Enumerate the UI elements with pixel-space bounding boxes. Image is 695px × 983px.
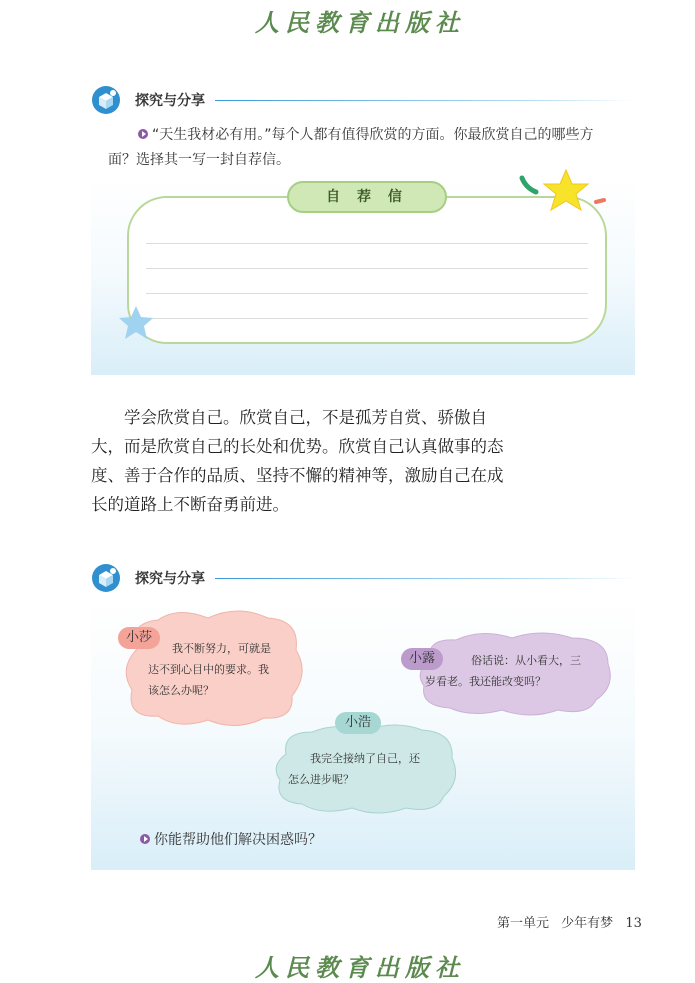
page-footer (497, 912, 642, 931)
writing-line (146, 293, 588, 294)
writing-line (146, 268, 588, 269)
writing-line (146, 318, 588, 319)
page-number: 13 (625, 916, 642, 931)
publisher-header: 人民教育出版社 (255, 8, 465, 37)
footer-unit-title: 少年有梦 (561, 916, 614, 931)
paragraph-line: 长的道路上不断奋勇前进。 (91, 495, 289, 514)
section-title: 探究与分享 (135, 571, 205, 587)
speaker-name-xiaosha: 小莎 (118, 627, 160, 649)
yellow-star-icon (518, 166, 610, 224)
question-text: 你能帮助他们解决困惑吗？ (154, 832, 322, 848)
discussion-question (140, 828, 322, 853)
letter-title: 自 荐 信 (287, 181, 447, 213)
section-divider (215, 578, 635, 579)
prompt-line-2: 面？选择其一写一封自荐信。 (108, 152, 290, 168)
bubble-text-xiaohao: 我完全接纳了自己，还 怎么进步呢？ (288, 752, 420, 786)
bubble-text-xiaosha: 我不断努力，可就是 达不到心目中的要求。我 该怎么办呢？ (148, 642, 271, 697)
paragraph-line: 学会欣赏自己。欣赏自己，不是孤芳自赏、骄傲自 (124, 408, 487, 427)
writing-line (146, 243, 588, 244)
explore-share-icon (91, 563, 121, 593)
speaker-name-xiaohao: 小浩 (335, 712, 381, 734)
section-header-2 (91, 560, 635, 596)
bubble-text-xiaolu: 俗话说：从小看大，三 岁看老。我还能改变吗？ (425, 654, 581, 688)
explore-share-icon (91, 85, 121, 115)
play-bullet-icon (138, 129, 148, 139)
blue-star-icon (116, 304, 156, 342)
section-header-1 (91, 82, 635, 118)
footer-unit: 第一单元 (497, 916, 550, 931)
paragraph-line: 度、善于合作的品质、坚持不懈的精神等，激励自己在成 (91, 466, 504, 485)
publisher-footer: 人民教育出版社 (255, 953, 465, 982)
play-bullet-icon (140, 834, 150, 844)
prompt-line-1: “天生我材必有用。”每个人都有值得欣赏的方面。你最欣赏自己的哪些方 (152, 127, 594, 143)
section-title: 探究与分享 (135, 93, 205, 109)
body-paragraph (91, 403, 511, 519)
paragraph-line: 大，而是欣赏自己的长处和优势。欣赏自己认真做事的态 (91, 437, 504, 456)
speaker-name-xiaolu: 小露 (401, 648, 443, 670)
section-divider (215, 100, 635, 101)
